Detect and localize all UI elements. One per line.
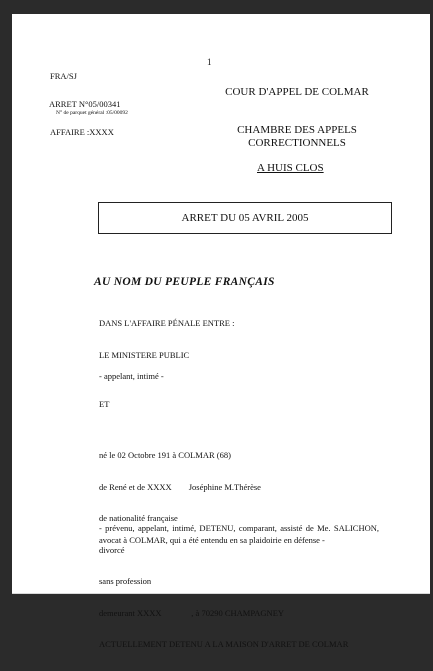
parquet-number: N° de parquet général :05/00092 (56, 110, 128, 116)
affaire-penale-line: DANS L'AFFAIRE PÉNALE ENTRE : (99, 318, 235, 328)
court-name: COUR D'APPEL DE COLMAR (225, 86, 369, 98)
arret-number: ARRET N°05/00341 (49, 99, 121, 109)
ministere-public: LE MINISTERE PUBLIC (99, 350, 190, 360)
appelant-status: - appelant, intimé - (99, 371, 164, 381)
chambre-name: CHAMBRE DES APPELS CORRECTIONNELS (237, 124, 357, 149)
arret-date-box (98, 202, 392, 234)
arret-date: ARRET DU 05 AVRIL 2005 (181, 212, 309, 224)
au-nom-heading: AU NOM DU PEUPLE FRANÇAIS (94, 276, 275, 288)
identity-line: né le 02 Octobre 191 à COLMAR (68) (99, 450, 231, 460)
identity-line: sans profession (99, 576, 152, 586)
defendant-description: - prévenu, appelant, intimé, DETENU, comparant, assisté de Me. SALICHON, avocat à COLMAR, qui a été entendu en sa plaidoirie en défense - (99, 523, 379, 545)
defendant-identity (99, 429, 348, 671)
document-page (12, 14, 430, 649)
identity-line: ACTUELLEMENT DETENU A LA MAISON D'ARRET DE COLMAR (99, 639, 349, 649)
page-edge (12, 593, 430, 594)
reference-code: FRA/SJ (50, 71, 77, 81)
affaire-label: AFFAIRE :XXXX (50, 127, 114, 137)
identity-line: demeurant XXXX , à 70290 CHAMPAGNEY (99, 607, 285, 618)
identity-line: de nationalité française (99, 513, 178, 523)
identity-line: de René et de XXXX Joséphine M.Thérèse (99, 481, 261, 492)
huis-clos-label: A HUIS CLOS (257, 162, 324, 174)
et-separator: ET (99, 399, 110, 409)
page-number: 1 (207, 57, 212, 67)
identity-line: divorcé (99, 544, 125, 555)
